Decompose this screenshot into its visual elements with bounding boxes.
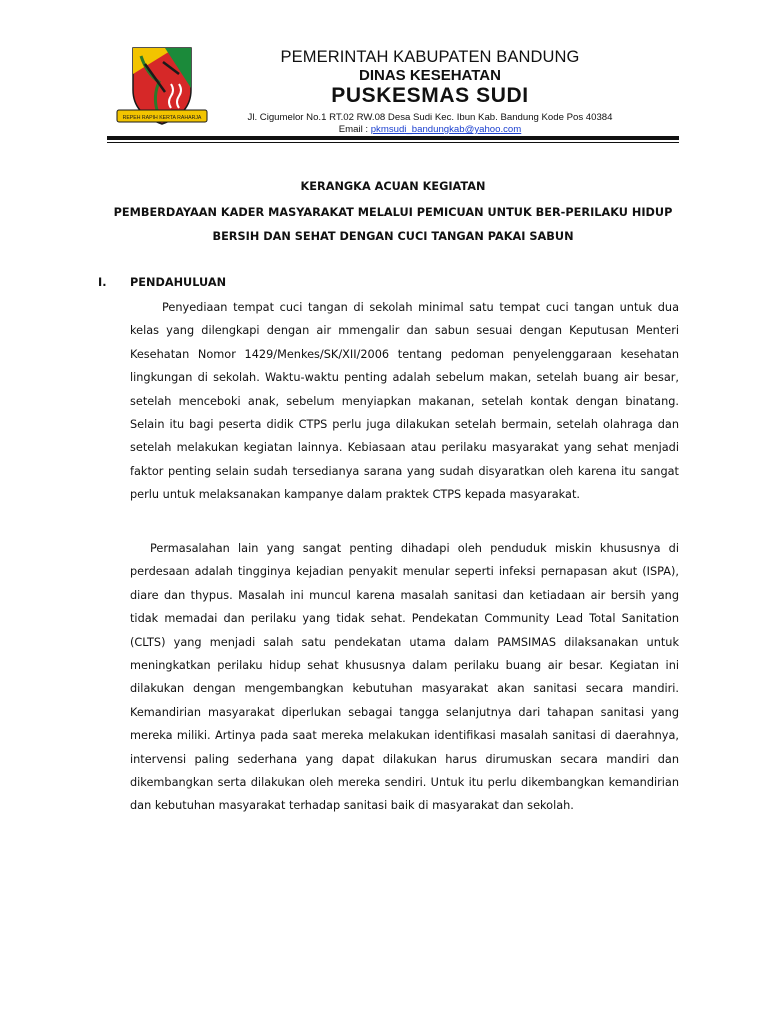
document-subtitle-line-2: BERSIH DAN SEHAT DENGAN CUCI TANGAN PAKAI SABUN [212, 230, 574, 243]
logo-motto-ribbon: REPEH RAPIH KERTA RAHARJA [122, 115, 202, 121]
document-subtitle-line-1: PEMBERDAYAAN KADER MASYARAKAT MELALUI PEMICUAN UNTUK BER-PERILAKU HIDUP [113, 206, 673, 219]
kabupaten-bandung-logo [113, 44, 211, 128]
email-label: Email : [338, 124, 371, 135]
section-heading: PENDAHULUAN [130, 276, 227, 289]
document-title: KERANGKA ACUAN KEGIATAN [300, 180, 486, 193]
letterhead-divider-thin [107, 142, 679, 143]
letterhead-divider-thick [107, 136, 679, 140]
crest-shield-icon [113, 44, 211, 128]
paragraph-2: Permasalahan lain yang sangat penting dihadapi oleh penduduk miskin khususnya di perdesaan adalah tingginya kejadian penyakit menular seperti infeksi pernapasan akut (ISPA), diare dan thypus. Masalah ini muncul karena masalah sanitasi dan ketiadaan air bersih yang tidak memadai dan perilaku yang tidak sehat. Pendekatan Community Lead Total Sanitation (CLTS) yang menjadi salah satu pendekatan utama dalam PAMSIMAS dilaksanakan untuk meningkatkan perilaku hidup sehat khususnya dalam perilaku buang air besar. Kegiatan ini dilakukan dengan mengembangkan kebutuhan masyarakat akan sanitasi secara mandiri. Kemandirian masyarakat diperlukan sebagai tangga selanjutnya dari tahapan sanitasi yang mereka miliki. Artinya pada saat mereka melakukan identifikasi masalah sanitasi di daerahnya, intervensi paling sederhana yang dapat dilakukan harus dirumuskan secara mandiri dan dikembangkan serta dilakukan oleh mereka sendiri. Untuk itu perlu dikembangkan kemandirian dan kebutuhan masyarakat terhadap sanitasi baik di masyarakat dan sekolah. [130, 542, 679, 813]
letterhead-government: PEMERINTAH KABUPATEN BANDUNG [280, 48, 580, 66]
letterhead-email-line [220, 124, 640, 135]
letterhead-institution: PUSKESMAS SUDI [331, 84, 529, 107]
letterhead [220, 48, 640, 135]
letterhead-agency: DINAS KESEHATAN [359, 67, 501, 84]
paragraph-1: Penyediaan tempat cuci tangan di sekolah minimal satu tempat cuci tangan untuk dua kelas yang dilengkapi dengan air mmengalir dan sabun sesuai dengan Keputusan Menteri Kesehatan Nomor 1429/Menkes/SK/XII/2006 tentang pedoman penyelenggaraan kesehatan lingkungan di sekolah. Waktu-waktu penting adalah sebelum makan, setelah buang air besar, setelah menceboki anak, sebelum menyiapkan makanan, setelah kontak dengan binatang. Selain itu bagi peserta didik CTPS perlu juga dilakukan setelah bermain, setelah olahraga dan setelah melakukan kegiatan lainnya. Kebiasaan atau perilaku masyarakat yang sehat menjadi faktor penting selain sudah tersedianya sarana yang sudah disyaratkan oleh karena itu sangat perlu untuk melaksanakan kampanye dalam praktek CTPS kepada masyarakat. [130, 301, 679, 502]
letterhead-address: Jl. Cigumelor No.1 RT.02 RW.08 Desa Sudi Kec. Ibun Kab. Bandung Kode Pos 40384 [247, 112, 613, 123]
section-number: I. [98, 276, 107, 289]
email-link[interactable]: pkmsudi_bandungkab@yahoo.com [370, 124, 522, 135]
